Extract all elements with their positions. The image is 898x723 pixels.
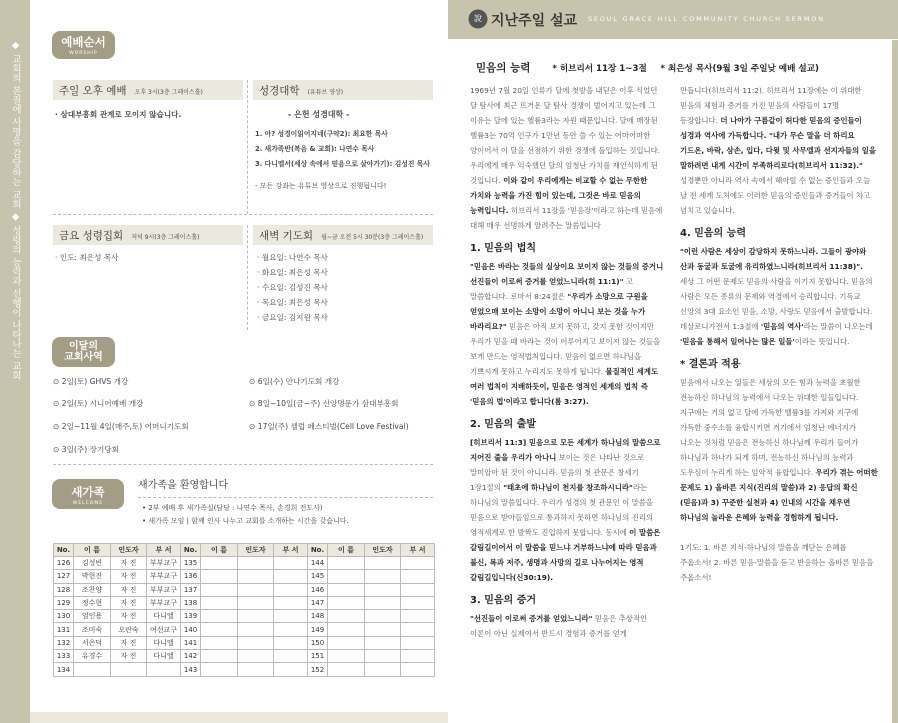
table-cell: 145 <box>308 570 328 583</box>
table-cell: 다니엘 <box>147 610 181 623</box>
event-item: ⊙ 2일(토) 시니어예배 개강 <box>53 399 144 408</box>
table-cell: 오란숙 <box>111 623 147 636</box>
event-item: ⊙ 2일~11월 4일(매주,토) 어머니기도회 <box>53 422 189 431</box>
table-cell <box>401 596 435 609</box>
table-cell <box>238 623 274 636</box>
table-cell <box>328 663 365 676</box>
table-cell: 141 <box>181 636 201 649</box>
table-cell: 박현진 <box>74 570 111 583</box>
table-cell <box>401 663 435 676</box>
sermon-title-en: SEOUL GRACE HILL COMMUNITY CHURCH SERMON <box>588 15 825 23</box>
table-cell: 139 <box>181 610 201 623</box>
table-cell <box>328 557 365 570</box>
table-cell <box>365 570 401 583</box>
table-cell <box>328 610 365 623</box>
table-cell <box>274 623 308 636</box>
sermon-title: 지난주일 설교 <box>491 13 578 29</box>
left-page <box>30 0 448 723</box>
table-cell <box>201 557 238 570</box>
table-cell <box>238 663 274 676</box>
welcome-note: • 2부 예배 후 새가족실(담당 : 나연수 목사, 손경희 전도사) <box>142 504 323 512</box>
college-header: 성경대학 (유튜브 영상) <box>253 80 433 100</box>
table-cell <box>365 623 401 636</box>
table-cell <box>328 570 365 583</box>
table-cell <box>274 557 308 570</box>
sermon-column-right: 만듭니다(히브리서 11:2). 히브리서 11장에는 이 위대한 믿음의 체험과 증거를 가진 믿음의 사람들이 17명 등장합니다. 더 나아가 구름같이 허다한 믿음의 증인들이 성경과 역사에 가득합니다. "내가 무슨 말을 더 하리요 기드온, 바락, 삼손, 입다, 다윗 및 사무엘과 선지자들의 일을 말하려면 내게 시간이 부족하리로다(히브리서 11:32)." 성경뿐만 아니라 역사 속에서 헤아릴 수 없는 증인들과 오늘 날 전 세계 도처에도 이러한 믿음의 증인들과 증거들이 차고 넘치고 있습니다. 4. 믿음의 능력 "이런 사람은 세상이 감당하지 못하느니라. 그들이 광야와 산과 동굴과 토굴에 유리하였느니라(히브리서 11:38)". 세상 그 어떤 문제도 믿음의 사람을 이기지 못합니다. 믿음의 사람은 모든 종류의 문제와 역경에서 승리합니다. 기독교 신앙의 3대 요소인 믿음, 소망, 사랑도 믿음에서 출발합니다. 데살로니가전서 1:3절에 '믿음의 역사'라는 말씀이 나오는데 '믿음을 통해서 일어나는 많은 일들'이라는 뜻입니다. * 결론과 적용 믿음에서 나오는 일들은 세상의 모든 힘과 능력을 초월한 전능하신 하나님의 능력에서 나오는 위대한 일들입니다. 지구에는 거의 없고 달에 가득한 헬륨3를 가져와 지구에 가득한 중수소를 융합시키면 거기에서 엄청난 에너지가 나오는 것처럼 믿음은 전능하신 하나님께 우리가 들어가 하나님과 하나가 되게 하며, 전능하신 하나님의 능력과 도우심이 누리게 하는 엄약적 융합입니다. 우리가 겪는 어떠한 문제도 1) 올바른 지식(진리의 말씀)과 2) 응답의 확신(믿음)과 3) 꾸준한 실천과 4) 인내의 시간을 채우면 하나님의 놀라운 은혜와 능력을 경험하게 됩니다. 1기도: 1. 바른 지식-하나님의 말씀을 깨닫는 은혜를 주옵소서! 2. 바른 믿음-말씀을 듣고 반응하는 올바른 믿음을 주옵소서! <box>680 86 878 582</box>
table-cell <box>274 610 308 623</box>
sermon-name: 믿음의 능력 <box>476 62 531 74</box>
table-cell <box>365 663 401 676</box>
table-cell: 부부교구 <box>147 596 181 609</box>
college-line: 1. 아? 성경이읽어지네(구약2): 최요한 목사 <box>255 130 388 138</box>
dawn-line: · 금요일: 김지원 목사 <box>257 313 328 322</box>
table-cell: 133 <box>54 650 74 663</box>
table-cell: 140 <box>181 623 201 636</box>
table-cell <box>328 636 365 649</box>
table-cell: 148 <box>308 610 328 623</box>
welcome-title: 새가족을 환영합니다 <box>138 480 229 491</box>
table-cell <box>201 636 238 649</box>
table-cell: 150 <box>308 636 328 649</box>
sermon-verse: * 히브리서 11장 1~3절 <box>552 64 647 74</box>
table-cell: 다니엘 <box>147 650 181 663</box>
table-cell: 152 <box>308 663 328 676</box>
table-cell <box>147 663 181 676</box>
table-row <box>54 663 435 676</box>
table-cell <box>201 663 238 676</box>
table-cell <box>328 596 365 609</box>
table-cell: 132 <box>54 636 74 649</box>
table-cell: 다니엘 <box>147 636 181 649</box>
table-row <box>54 636 435 649</box>
table-cell <box>328 583 365 596</box>
new-family-table <box>53 543 435 677</box>
table-cell: 149 <box>308 623 328 636</box>
sermon-header <box>448 0 898 39</box>
table-cell <box>74 663 111 676</box>
college-note: - 모든 강좌는 유튜브 영상으로 진행됩니다! <box>255 182 387 190</box>
table-cell: 조미숙 <box>74 623 111 636</box>
table-row <box>54 570 435 583</box>
dawn-line: · 목요일: 최은성 목사 <box>257 298 328 307</box>
vertical-strip <box>0 0 39 723</box>
right-page <box>448 0 898 723</box>
table-cell <box>401 570 435 583</box>
sunday-header: 주일 오후 예배 오후 3시(3층 그레이스홀) <box>53 80 243 100</box>
table-cell <box>201 596 238 609</box>
event-item: ⊙ 17일(주) 셀럽 페스티벌(Cell Love Festival) <box>249 422 409 431</box>
table-cell: 127 <box>54 570 74 583</box>
college-line: 3. 다니엘서(세상 속에서 믿음으로 살아가기): 김성진 목사 <box>255 160 430 168</box>
table-cell <box>274 636 308 649</box>
table-cell: 126 <box>54 557 74 570</box>
table-cell <box>401 623 435 636</box>
sermon-badge-glyph: 說 <box>474 14 482 23</box>
event-item: ⊙ 8일~10일(금~주) 신앙명문가 삼대부흥회 <box>249 399 399 408</box>
table-cell <box>111 663 147 676</box>
table-cell: 146 <box>308 583 328 596</box>
college-heading: - 은헌 성경대학 - <box>288 110 350 119</box>
table-cell <box>201 610 238 623</box>
sermon-line <box>476 60 819 75</box>
table-cell <box>274 570 308 583</box>
table-cell: 135 <box>181 557 201 570</box>
table-cell: 131 <box>54 623 74 636</box>
worship-label: 예배순서 WORSHIP <box>52 31 115 59</box>
sermon-column-left: 1969년 7월 20일 인류가 달에 첫발을 내딛은 이후 식었던 달 탐사에 최근 뜨거운 달 탐사 경쟁이 벌어지고 있는데 그 이유는 달에 있는 헬륨3라는 자원 때문입니다. 달에 매장된 헬륨3는 70억 인구가 1만년 동안 쓸 수 있는 어마어마한 양이어서 이 달을 선점하기 위한 경쟁에 돌입하는 것입니다. 우리에게 매우 익숙했던 달의 엄청난 가치를 재인식하게 된 것입니다. 이와 같이 우리에게는 비교할 수 없는 무한한 가치와 능력을 가진 힘이 있는데, 그것은 바로 믿음의 능력입니다. 히브리서 11장을 '믿음장'이라고 하는데 믿음에 대해 매우 선명하게 알려주는 말씀입니다 1. 믿음의 법칙 "믿음은 바라는 것들의 실상이요 보이지 않는 것들의 증거니 선진들이 이로써 증거를 얻었느니라(히 11:1)" 고 말씀합니다. 로마서 8:24절은 "우리가 소망으로 구원을 얻었으매 보이는 소망이 소망이 아니니 보는 것을 누가 바라리요?" 믿음은 아직 보지 못하고, 갖지 못한 것이지만 우리가 믿을 때 바라는 것이 이루어지고 보이지 않는 것들을 보게 만드는 영적법칙입니다. 믿음이 없으면 하나님을 기쁘시게 못하고 누리지도 못하게 됩니다. 물질적인 세계도 여러 법칙이 지배하듯이, 믿음은 영적인 세계의 법칙 즉 '믿음의 법'이라고 합니다(롬 3:27). 2. 믿음의 출발 [히브리서 11:3] 믿음으로 모든 세계가 하나님의 말씀으로 지어진 줄을 우리가 아나니 보이는 것은 나타난 것으로 말미암아 된 것이 아니니라. 믿음의 첫 관문은 창세기 1장1절의 "태초에 하나님이 천지를 창조하시니라"라는 하나님의 말씀입니다. 우리가 성경의 첫 관문인 이 말씀을 믿음으로 받아들임으로 통과하지 못하면 하나님의 진리의 영적세계로 한 발짝도 진입하지 못합니다. 동시에 이 말씀은 갈림길이어서 이 말씀을 믿느냐 거부하느냐에 따라 믿음과 불신, 복과 저주, 생명과 사망의 길로 나누어지는 영적 갈림길입니다(신30:19). 3. 믿음의 증거 "선진들이 이로써 증거를 얻었느니라" 믿음은 추상적인 이론이 아닌 실제여서 반드시 경험과 증거를 얻게 <box>470 86 664 638</box>
table-cell: 김성빈 <box>74 557 111 570</box>
table-header-row: No. 이 름 인도자 부 서 No. 이 름 인도자 부 서 No. 이 름 인도자 부 서 <box>54 544 435 557</box>
table-cell: 137 <box>181 583 201 596</box>
table-cell: 143 <box>181 663 201 676</box>
table-cell: 부부교구 <box>147 570 181 583</box>
dawn-header: 새벽 기도회 월~금 오전 5시 30분(3층 그레이스홀) <box>253 225 433 245</box>
table-cell <box>365 636 401 649</box>
table-cell <box>238 636 274 649</box>
table-cell: 128 <box>54 583 74 596</box>
table-cell: 부부교구 <box>147 557 181 570</box>
sermon-preacher: * 최은성 목사(9월 3일 주일낮 예배 설교) <box>660 64 819 74</box>
dawn-line: · 월요일: 나연수 목사 <box>257 253 328 262</box>
table-cell <box>365 610 401 623</box>
table-cell <box>328 650 365 663</box>
event-item: ⊙ 2일(토) GHVS 개강 <box>53 377 129 386</box>
table-cell: 자 진 <box>111 650 147 663</box>
table-cell: 144 <box>308 557 328 570</box>
table-cell: 조찬양 <box>74 583 111 596</box>
friday-header: 금요 성령집회 저녁 9시(3층 그레이스홀) <box>53 225 243 245</box>
table-cell: 부부교구 <box>147 583 181 596</box>
table-cell <box>201 583 238 596</box>
event-item: ⊙ 6일(수) 안나기도회 개강 <box>249 377 340 386</box>
table-cell <box>365 557 401 570</box>
table-cell: 142 <box>181 650 201 663</box>
events-label: 이달의 교회사역 <box>52 337 115 367</box>
table-cell: 129 <box>54 596 74 609</box>
table-cell: 자 진 <box>111 610 147 623</box>
table-cell <box>201 650 238 663</box>
table-cell <box>401 583 435 596</box>
church-name-vertical: SEOUL GRACE HILL COMMUNITY CHURCH <box>28 40 39 359</box>
table-row <box>54 596 435 609</box>
table-cell <box>365 583 401 596</box>
table-cell <box>401 650 435 663</box>
table-cell <box>401 610 435 623</box>
welcome-label: 새가족 WELCOME <box>52 479 124 509</box>
table-row <box>54 610 435 623</box>
motto-vertical: ◆ 교회의 본질에 사명을 감당하는 교회 ◆ 성령의 능력과 선행이 나타나는 교회 <box>10 40 21 381</box>
table-row <box>54 583 435 596</box>
table-cell <box>274 663 308 676</box>
table-cell <box>238 557 274 570</box>
table-cell <box>274 650 308 663</box>
table-cell <box>274 583 308 596</box>
table-cell: 자 진 <box>111 583 147 596</box>
table-cell <box>238 583 274 596</box>
table-cell: 자 진 <box>111 596 147 609</box>
college-line: 2. 새가족반(복음 & 교회): 나연수 목사 <box>255 145 375 153</box>
table-cell <box>238 570 274 583</box>
dawn-line: · 수요일: 김성진 목사 <box>257 283 328 292</box>
table-cell <box>365 596 401 609</box>
table-cell: 유경수 <box>74 650 111 663</box>
table-cell: 엄인용 <box>74 610 111 623</box>
table-cell <box>401 557 435 570</box>
table-cell: 여선교구 <box>147 623 181 636</box>
table-cell: 자 진 <box>111 570 147 583</box>
table-cell <box>238 610 274 623</box>
table-cell: 134 <box>54 663 74 676</box>
table-cell: 정수현 <box>74 596 111 609</box>
table-cell <box>201 570 238 583</box>
table-cell <box>328 623 365 636</box>
dawn-line: · 화요일: 최은성 목사 <box>257 268 328 277</box>
table-cell: 서은덕 <box>74 636 111 649</box>
table-row <box>54 650 435 663</box>
table-cell: 130 <box>54 610 74 623</box>
table-cell <box>201 623 238 636</box>
table-cell <box>238 596 274 609</box>
table-row <box>54 623 435 636</box>
table-cell <box>274 596 308 609</box>
table-cell: 자 진 <box>111 636 147 649</box>
welcome-note: • 새가족 모임 | 함께 인사 나누고 교회를 소개하는 시간을 갖습니다. <box>142 517 349 525</box>
table-cell <box>401 636 435 649</box>
table-cell: 136 <box>181 570 201 583</box>
table-cell: 151 <box>308 650 328 663</box>
sunday-note: · 삼대부흥회 관계로 모이지 않습니다. <box>55 110 182 119</box>
table-row <box>54 557 435 570</box>
event-item: ⊙ 3일(주) 장기당회 <box>53 445 119 454</box>
table-cell: 138 <box>181 596 201 609</box>
table-cell: 147 <box>308 596 328 609</box>
table-cell <box>238 650 274 663</box>
table-cell: 자 진 <box>111 557 147 570</box>
table-cell <box>365 650 401 663</box>
friday-line: · 인도: 최은성 목사 <box>55 253 119 262</box>
